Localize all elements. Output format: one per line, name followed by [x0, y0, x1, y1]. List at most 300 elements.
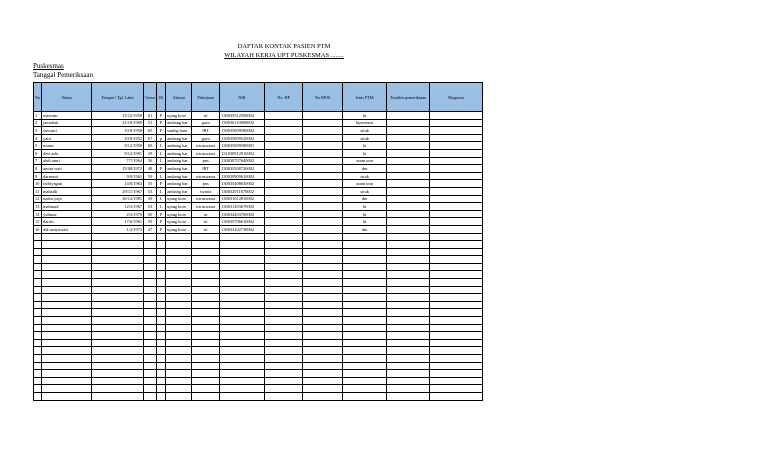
- cell-terakhir-pemeriksaan: [387, 233, 430, 241]
- cell-umur: 51: [144, 119, 157, 127]
- cell-nama: amira wati: [42, 165, 92, 173]
- cell-no-hp: [265, 210, 303, 218]
- cell-tempat-tgl-lahir: [92, 294, 144, 302]
- cell-umur: 61: [144, 112, 157, 120]
- cell-no: 15: [34, 218, 42, 226]
- cell-umur: [144, 309, 157, 317]
- cell-pekerjaan: [192, 301, 220, 309]
- cell-jenis-ptm: [343, 263, 387, 271]
- cell-no-hp: [265, 256, 303, 264]
- cell-umur: 60: [144, 142, 157, 150]
- cell-pekerjaan: irt: [192, 210, 220, 218]
- cell-alamat: [166, 392, 192, 400]
- table-row: [34, 203, 483, 211]
- empty-table-row: [34, 355, 483, 363]
- cell-no-hp: [265, 392, 303, 400]
- cell-umur: 50: [144, 210, 157, 218]
- cell-jk: L: [157, 149, 166, 157]
- cell-nik: 130032911670002: [220, 187, 265, 195]
- cell-nik: 130035706610002: [220, 218, 265, 226]
- cell-tempat-tgl-lahir: 9/12/1991: [92, 149, 144, 157]
- cell-no-hp: [265, 172, 303, 180]
- cell-no-hp: [265, 241, 303, 249]
- cell-pekerjaan: [192, 256, 220, 264]
- cell-nama: [42, 248, 92, 256]
- table-row: [34, 157, 483, 165]
- cell-umur: [144, 355, 157, 363]
- cell-jenis-ptm: [343, 324, 387, 332]
- cell-diagnosa: [430, 324, 483, 332]
- cell-jenis-ptm: [343, 233, 387, 241]
- cell-nama: mahmud: [42, 203, 92, 211]
- cell-no-bpjs: [303, 332, 343, 340]
- cell-pekerjaan: [192, 271, 220, 279]
- cell-pekerjaan: guru: [192, 134, 220, 142]
- cell-jk: L: [157, 157, 166, 165]
- cell-no: 7: [34, 157, 42, 165]
- cell-no-bpjs: [303, 149, 343, 157]
- cell-no: 14: [34, 210, 42, 218]
- cell-nama: [42, 233, 92, 241]
- cell-pekerjaan: [192, 241, 220, 249]
- cell-no: [34, 301, 42, 309]
- cell-alamat: [166, 332, 192, 340]
- cell-jk: [157, 355, 166, 363]
- cell-jk: P: [157, 210, 166, 218]
- cell-tempat-tgl-lahir: [92, 355, 144, 363]
- cell-tempat-tgl-lahir: 10/9/1958: [92, 127, 144, 135]
- cell-terakhir-pemeriksaan: [387, 347, 430, 355]
- cell-nama: [42, 256, 92, 264]
- cell-umur: 59: [144, 218, 157, 226]
- cell-nik: [220, 317, 265, 325]
- table-header-row: [34, 83, 483, 112]
- cell-nama: [42, 370, 92, 378]
- column-header-umur: Umur: [144, 83, 157, 112]
- cell-alamat: ujung koto: [166, 225, 192, 233]
- cell-nik: 130035512590002: [220, 112, 265, 120]
- cell-no: 5: [34, 142, 42, 150]
- cell-jk: L: [157, 195, 166, 203]
- cell-diagnosa: [430, 187, 483, 195]
- cell-jk: [157, 279, 166, 287]
- cell-umur: [144, 317, 157, 325]
- cell-nik: 130030909610002: [220, 172, 265, 180]
- cell-diagnosa: [430, 279, 483, 287]
- cell-terakhir-pemeriksaan: [387, 271, 430, 279]
- cell-nik: 130035009580001: [220, 142, 265, 150]
- empty-table-row: [34, 279, 483, 287]
- cell-no: [34, 355, 42, 363]
- cell-pekerjaan: [192, 309, 220, 317]
- cell-no-bpjs: [303, 355, 343, 363]
- cell-alamat: [166, 271, 192, 279]
- cell-nama: [42, 347, 92, 355]
- cell-no-hp: [265, 127, 303, 135]
- cell-jenis-ptm: ht: [343, 149, 387, 157]
- cell-no-bpjs: [303, 112, 343, 120]
- cell-jenis-ptm: [343, 286, 387, 294]
- cell-umur: [144, 392, 157, 400]
- cell-jk: P: [157, 225, 166, 233]
- cell-nama: darnis: [42, 218, 92, 226]
- cell-umur: 29: [144, 149, 157, 157]
- cell-diagnosa: [430, 286, 483, 294]
- cell-pekerjaan: wiraswasta: [192, 149, 220, 157]
- cell-tempat-tgl-lahir: 9/9/1961: [92, 172, 144, 180]
- cell-no-bpjs: [303, 119, 343, 127]
- cell-no: [34, 362, 42, 370]
- cell-no: [34, 385, 42, 393]
- cell-no-bpjs: [303, 142, 343, 150]
- cell-jk: P: [157, 218, 166, 226]
- cell-no: 13: [34, 203, 42, 211]
- cell-umur: 65: [144, 127, 157, 135]
- cell-pekerjaan: [192, 294, 220, 302]
- cell-jenis-ptm: [343, 248, 387, 256]
- cell-jk: [157, 324, 166, 332]
- cell-nama: [42, 294, 92, 302]
- cell-no-hp: [265, 134, 303, 142]
- cell-no-bpjs: [303, 301, 343, 309]
- cell-jk: [157, 271, 166, 279]
- cell-no-bpjs: [303, 385, 343, 393]
- cell-tempat-tgl-lahir: 2/3/1970: [92, 210, 144, 218]
- cell-no-bpjs: [303, 180, 343, 188]
- empty-table-row: [34, 241, 483, 249]
- cell-diagnosa: [430, 112, 483, 120]
- cell-pekerjaan: [192, 332, 220, 340]
- cell-umur: [144, 241, 157, 249]
- column-header-nama: Nama: [42, 83, 92, 112]
- cell-umur: 55: [144, 180, 157, 188]
- cell-no: [34, 392, 42, 400]
- cell-nama: nadra yopi: [42, 195, 92, 203]
- cell-jenis-ptm: [343, 339, 387, 347]
- cell-jk: [157, 241, 166, 249]
- cell-diagnosa: [430, 134, 483, 142]
- cell-jk: [157, 339, 166, 347]
- cell-diagnosa: [430, 309, 483, 317]
- cell-nama: [42, 286, 92, 294]
- cell-diagnosa: [430, 180, 483, 188]
- cell-jk: [157, 233, 166, 241]
- cell-terakhir-pemeriksaan: [387, 142, 430, 150]
- cell-diagnosa: [430, 119, 483, 127]
- cell-jenis-ptm: [343, 392, 387, 400]
- cell-tempat-tgl-lahir: 15/12/1958: [92, 112, 144, 120]
- cell-diagnosa: [430, 347, 483, 355]
- cell-diagnosa: [430, 385, 483, 393]
- cell-tempat-tgl-lahir: 12/3/1967: [92, 203, 144, 211]
- cell-alamat: ambang bar: [166, 119, 192, 127]
- cell-no: [34, 248, 42, 256]
- cell-jk: [157, 377, 166, 385]
- cell-terakhir-pemeriksaan: [387, 332, 430, 340]
- cell-no-hp: [265, 286, 303, 294]
- cell-terakhir-pemeriksaan: [387, 362, 430, 370]
- cell-nama: maryam: [42, 112, 92, 120]
- cell-jenis-ptm: [343, 309, 387, 317]
- cell-terakhir-pemeriksaan: [387, 263, 430, 271]
- cell-alamat: [166, 347, 192, 355]
- cell-diagnosa: [430, 332, 483, 340]
- cell-nama: [42, 317, 92, 325]
- cell-terakhir-pemeriksaan: [387, 385, 430, 393]
- cell-terakhir-pemeriksaan: [387, 279, 430, 287]
- cell-jenis-ptm: [343, 347, 387, 355]
- cell-jk: L: [157, 203, 166, 211]
- cell-pekerjaan: [192, 377, 220, 385]
- cell-no: [34, 317, 42, 325]
- cell-tempat-tgl-lahir: [92, 233, 144, 241]
- cell-diagnosa: [430, 127, 483, 135]
- cell-jk: L: [157, 187, 166, 195]
- cell-nik: 130030707640002: [220, 157, 265, 165]
- cell-diagnosa: [430, 157, 483, 165]
- cell-no-hp: [265, 225, 303, 233]
- cell-pekerjaan: IRT: [192, 165, 220, 173]
- cell-nik: [220, 362, 265, 370]
- cell-nama: yatri: [42, 134, 92, 142]
- cell-nik: 130035009520002: [220, 134, 265, 142]
- cell-pekerjaan: wiraswasta: [192, 195, 220, 203]
- table-row: [34, 172, 483, 180]
- empty-table-row: [34, 263, 483, 271]
- cell-jenis-ptm: hipertensi: [343, 119, 387, 127]
- cell-jenis-ptm: [343, 332, 387, 340]
- cell-no-bpjs: [303, 218, 343, 226]
- cell-jenis-ptm: [343, 294, 387, 302]
- column-header-diagnosa: Diagnosa: [430, 83, 483, 112]
- cell-terakhir-pemeriksaan: [387, 248, 430, 256]
- cell-tempat-tgl-lahir: [92, 324, 144, 332]
- cell-no: [34, 347, 42, 355]
- cell-nik: [220, 355, 265, 363]
- cell-terakhir-pemeriksaan: [387, 377, 430, 385]
- cell-no: [34, 271, 42, 279]
- cell-umur: [144, 294, 157, 302]
- cell-alamat: [166, 301, 192, 309]
- cell-no-hp: [265, 347, 303, 355]
- cell-no-hp: [265, 317, 303, 325]
- cell-tempat-tgl-lahir: [92, 309, 144, 317]
- cell-diagnosa: [430, 172, 483, 180]
- cell-pekerjaan: pns: [192, 157, 220, 165]
- cell-nama: [42, 324, 92, 332]
- cell-diagnosa: [430, 248, 483, 256]
- cell-diagnosa: [430, 355, 483, 363]
- empty-table-row: [34, 392, 483, 400]
- cell-pekerjaan: wiraswasta: [192, 203, 220, 211]
- cell-pekerjaan: [192, 347, 220, 355]
- cell-nama: [42, 392, 92, 400]
- cell-tempat-tgl-lahir: [92, 286, 144, 294]
- cell-alamat: [166, 286, 192, 294]
- cell-no-hp: [265, 370, 303, 378]
- cell-tempat-tgl-lahir: [92, 332, 144, 340]
- cell-pekerjaan: [192, 385, 220, 393]
- cell-no: [34, 324, 42, 332]
- cell-terakhir-pemeriksaan: [387, 127, 430, 135]
- cell-jenis-ptm: [343, 377, 387, 385]
- cell-tempat-tgl-lahir: 9/12/1958: [92, 142, 144, 150]
- cell-jk: P: [157, 165, 166, 173]
- cell-alamat: [166, 263, 192, 271]
- cell-diagnosa: [430, 241, 483, 249]
- table-row: [34, 218, 483, 226]
- cell-no: 6: [34, 149, 42, 157]
- cell-no: 12: [34, 195, 42, 203]
- cell-no-bpjs: [303, 233, 343, 241]
- cell-no-hp: [265, 309, 303, 317]
- cell-alamat: ujung koto: [166, 112, 192, 120]
- table-row: [34, 127, 483, 135]
- cell-diagnosa: [430, 225, 483, 233]
- cell-tempat-tgl-lahir: [92, 263, 144, 271]
- table-row: [34, 149, 483, 157]
- cell-pekerjaan: [192, 362, 220, 370]
- cell-jenis-ptm: struk: [343, 127, 387, 135]
- cell-no-hp: [265, 263, 303, 271]
- cell-umur: 48: [144, 165, 157, 173]
- cell-no: [34, 309, 42, 317]
- empty-table-row: [34, 385, 483, 393]
- cell-jenis-ptm: ht: [343, 218, 387, 226]
- cell-nama: [42, 271, 92, 279]
- cell-umur: [144, 271, 157, 279]
- cell-pekerjaan: pns: [192, 180, 220, 188]
- column-header-jenis-ptm: Jenis PTM: [343, 83, 387, 112]
- cell-tempat-tgl-lahir: [92, 279, 144, 287]
- cell-jenis-ptm: asam urat: [343, 180, 387, 188]
- cell-terakhir-pemeriksaan: [387, 210, 430, 218]
- cell-umur: [144, 301, 157, 309]
- cell-pekerjaan: [192, 286, 220, 294]
- cell-pekerjaan: [192, 392, 220, 400]
- cell-no-bpjs: [303, 256, 343, 264]
- cell-jenis-ptm: dm: [343, 165, 387, 173]
- cell-terakhir-pemeriksaan: [387, 172, 430, 180]
- cell-nik: [220, 241, 265, 249]
- cell-terakhir-pemeriksaan: [387, 112, 430, 120]
- cell-pekerjaan: [192, 233, 220, 241]
- table-row: [34, 134, 483, 142]
- cell-pekerjaan: wiraswasta: [192, 172, 220, 180]
- cell-umur: [144, 256, 157, 264]
- cell-terakhir-pemeriksaan: [387, 301, 430, 309]
- cell-jenis-ptm: asam urat: [343, 157, 387, 165]
- cell-jenis-ptm: struk: [343, 134, 387, 142]
- cell-no-hp: [265, 157, 303, 165]
- cell-no-bpjs: [303, 347, 343, 355]
- cell-terakhir-pemeriksaan: [387, 225, 430, 233]
- cell-pekerjaan: [192, 355, 220, 363]
- cell-umur: [144, 263, 157, 271]
- cell-terakhir-pemeriksaan: [387, 355, 430, 363]
- cell-alamat: ujung koto: [166, 203, 192, 211]
- table-row: [34, 210, 483, 218]
- cell-umur: 47: [144, 225, 157, 233]
- cell-jenis-ptm: dm: [343, 225, 387, 233]
- cell-nama: mahadli: [42, 187, 92, 195]
- cell-alamat: [166, 248, 192, 256]
- cell-nama: indriyaguti: [42, 180, 92, 188]
- cell-pekerjaan: [192, 279, 220, 287]
- cell-alamat: [166, 362, 192, 370]
- cell-jenis-ptm: [343, 271, 387, 279]
- cell-umur: [144, 339, 157, 347]
- cell-pekerjaan: [192, 339, 220, 347]
- cell-nik: [220, 332, 265, 340]
- cell-nama: darmawi: [42, 172, 92, 180]
- cell-jk: [157, 294, 166, 302]
- cell-no: 1: [34, 112, 42, 120]
- cell-diagnosa: [430, 263, 483, 271]
- cell-no-hp: [265, 362, 303, 370]
- cell-nama: [42, 385, 92, 393]
- cell-jenis-ptm: [343, 317, 387, 325]
- cell-no-hp: [265, 119, 303, 127]
- cell-nik: [220, 347, 265, 355]
- cell-umur: [144, 370, 157, 378]
- cell-diagnosa: [430, 142, 483, 150]
- cell-no-bpjs: [303, 317, 343, 325]
- table-row: [34, 225, 483, 233]
- cell-alamat: ambang bar: [166, 187, 192, 195]
- document-title: DAFTAR KONTAK PASIEN PTM: [237, 43, 331, 50]
- cell-nama: abdi amri: [42, 157, 92, 165]
- cell-tempat-tgl-lahir: 14/8/1963: [92, 180, 144, 188]
- cell-umur: [144, 385, 157, 393]
- cell-terakhir-pemeriksaan: [387, 187, 430, 195]
- cell-no-bpjs: [303, 248, 343, 256]
- cell-alamat: sambg bara: [166, 127, 192, 135]
- cell-alamat: [166, 355, 192, 363]
- cell-terakhir-pemeriksaan: [387, 180, 430, 188]
- cell-nama: desi aski: [42, 149, 92, 157]
- cell-no-hp: [265, 271, 303, 279]
- cell-no: [34, 294, 42, 302]
- cell-pekerjaan: IRT: [192, 127, 220, 135]
- cell-nama: [42, 332, 92, 340]
- cell-diagnosa: [430, 210, 483, 218]
- cell-tempat-tgl-lahir: [92, 241, 144, 249]
- cell-tempat-tgl-lahir: 21/10/1969: [92, 119, 144, 127]
- table-row: [34, 187, 483, 195]
- empty-table-row: [34, 233, 483, 241]
- cell-umur: [144, 347, 157, 355]
- cell-alamat: ambang bar: [166, 172, 192, 180]
- cell-nik: 130031012810002: [220, 195, 265, 203]
- cell-jk: [157, 392, 166, 400]
- cell-no: [34, 241, 42, 249]
- cell-terakhir-pemeriksaan: [387, 392, 430, 400]
- cell-tempat-tgl-lahir: 10/9/1952: [92, 134, 144, 142]
- cell-nama: [42, 377, 92, 385]
- cell-jenis-ptm: ht: [343, 210, 387, 218]
- cell-terakhir-pemeriksaan: [387, 286, 430, 294]
- cell-tempat-tgl-lahir: [92, 339, 144, 347]
- cell-jk: [157, 332, 166, 340]
- cell-no-hp: [265, 142, 303, 150]
- cell-nik: 130035508720002: [220, 165, 265, 173]
- cell-alamat: ujung koto: [166, 218, 192, 226]
- cell-tempat-tgl-lahir: [92, 271, 144, 279]
- cell-no: 9: [34, 172, 42, 180]
- cell-umur: [144, 324, 157, 332]
- cell-nik: 130034203700002: [220, 210, 265, 218]
